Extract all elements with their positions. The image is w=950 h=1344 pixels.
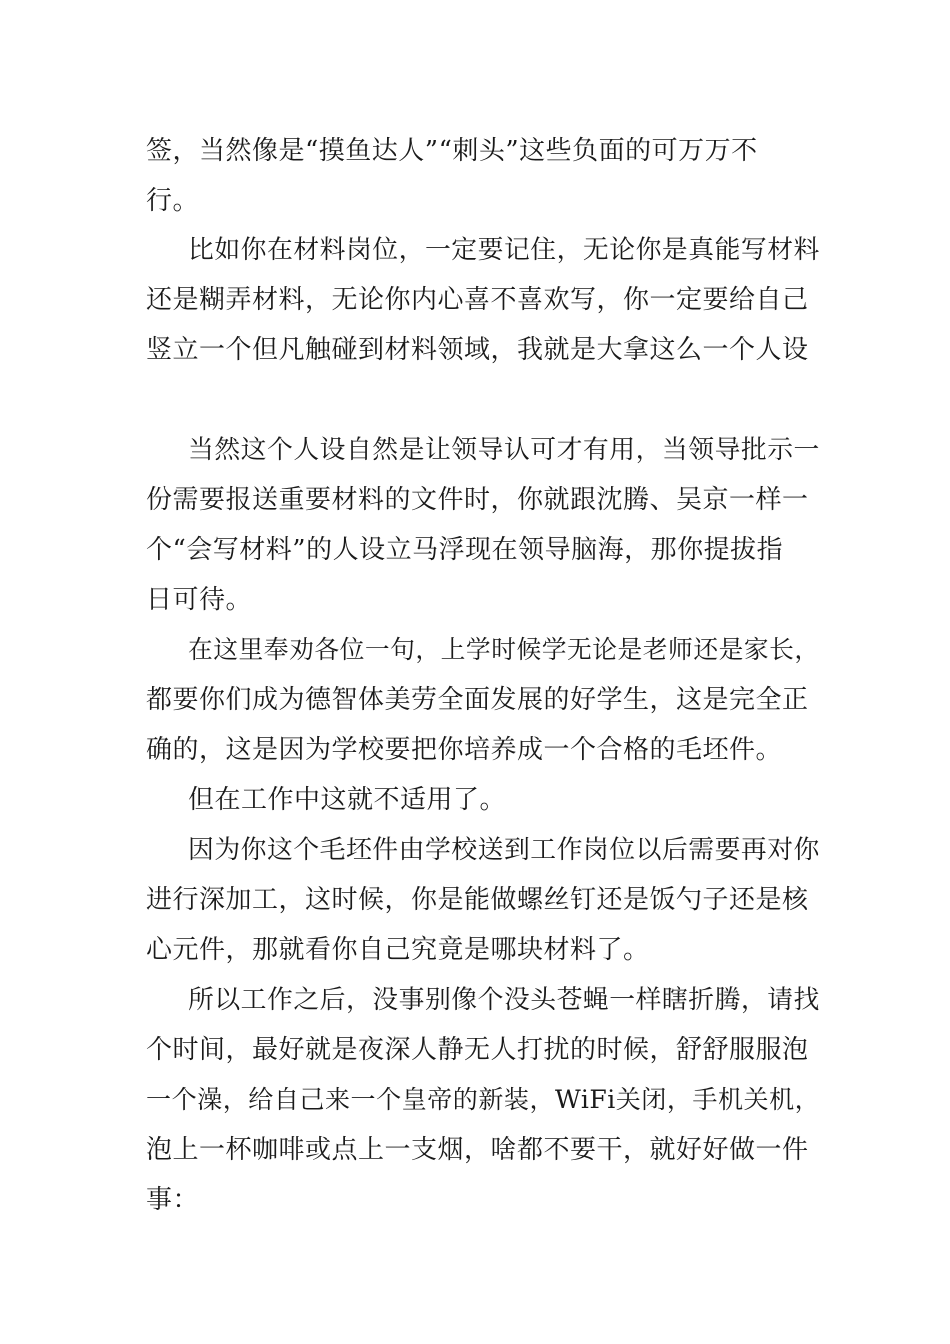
text-line: 一个澡，给自己来一个皇帝的新装，WiFi关闭，手机关机， [146,1085,821,1114]
text-line: 还是糊弄材料，无论你内心喜不喜欢写，你一定要给自己 [146,285,809,315]
text-line: 事： [146,1185,200,1215]
text-line: 签，当然像是“摸鱼达人”“刺头”这些负面的可万万不 [146,136,758,166]
text-line: 日可待。 [146,585,253,615]
text-line: 心元件，那就看你自己究竟是哪块材料了。 [146,935,650,965]
text-line: 都要你们成为德智体美劳全面发展的好学生，这是完全正 [146,685,809,715]
text-line: 但在工作中这就不适用了。 [188,785,507,815]
text-line: 竖立一个但凡触碰到材料领域，我就是大拿这么一个人设 [146,335,809,365]
text-line: 当然这个人设自然是让领导认可才有用，当领导批示一 [188,435,820,465]
text-line: 进行深加工，这时候，你是能做螺丝钉还是饭勺子还是核 [146,885,809,915]
text-line: 个时间，最好就是夜深人静无人打扰的时候，舒舒服服泡 [146,1035,809,1065]
text-line: 在这里奉劝各位一句，上学时候学无论是老师还是家长， [188,635,820,664]
text-line: 因为你这个毛坯件由学校送到工作岗位以后需要再对你 [188,835,820,865]
text-line: 泡上一杯咖啡或点上一支烟，啥都不要干，就好好做一件 [146,1135,809,1165]
text-line: 所以工作之后，没事别像个没头苍蝇一样瞎折腾，请找 [188,985,820,1015]
text-line: 行。 [146,186,200,216]
text-line: 个“会写材料”的人设立马浮现在领导脑海，那你提拔指 [146,535,784,565]
text-line: 份需要报送重要材料的文件时，你就跟沈腾、吴京一样一 [146,485,809,515]
text-line: 确的，这是因为学校要把你培养成一个合格的毛坯件。 [146,735,783,765]
text-line: 比如你在材料岗位，一定要记住，无论你是真能写材料 [188,235,820,265]
